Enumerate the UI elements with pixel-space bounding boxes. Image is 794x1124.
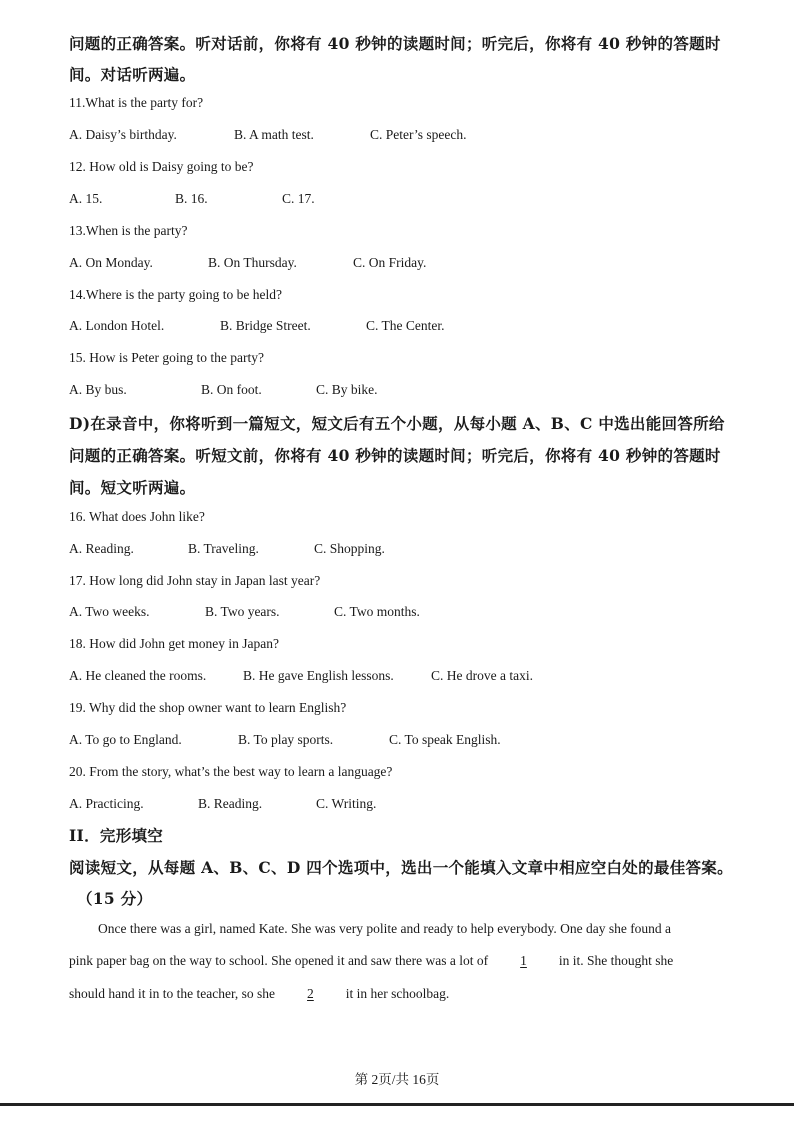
options-15 — [69, 382, 378, 398]
options-17 — [69, 604, 420, 620]
option-b: B. On Thursday. — [208, 255, 297, 270]
options-14 — [69, 318, 445, 334]
option-c: C. The Center. — [366, 318, 445, 333]
question-17: 17. How long did John stay in Japan last year? — [69, 573, 321, 588]
part-2-instruction: 阅读短文，从每题 A、B、C、D 四个选项中，选出一个能填入文章中相应空白处的最佳答案。 — [69, 858, 733, 877]
options-11 — [69, 127, 466, 143]
question-13: 13.When is the party? — [69, 223, 188, 238]
option-c: C. On Friday. — [353, 255, 427, 270]
option-b: B. He gave English lessons. — [243, 668, 394, 683]
passage-text: it in her schoolbag. — [345, 986, 450, 1001]
options-19 — [69, 732, 501, 748]
passage-line-1: Once there was a girl, named Kate. She was very polite and ready to help everybody. One day she found a — [98, 921, 672, 936]
question-12: 12. How old is Daisy going to be? — [69, 159, 254, 174]
option-a: A. Daisy’s birthday. — [69, 127, 177, 142]
question-19: 19. Why did the shop owner want to learn English? — [69, 700, 347, 715]
option-a: A. To go to England. — [69, 732, 182, 747]
blank-1: 1 — [520, 953, 527, 968]
question-11: 11.What is the party for? — [69, 95, 204, 110]
options-12 — [69, 191, 315, 207]
option-c: C. By bike. — [316, 382, 378, 397]
blank-2: 2 — [307, 986, 314, 1001]
question-14: 14.Where is the party going to be held? — [69, 287, 282, 302]
intro-line-2: 间。对话听两遍。 — [69, 65, 196, 84]
options-13 — [69, 255, 426, 271]
option-c: C. 17. — [282, 191, 315, 206]
option-c: C. Shopping. — [314, 541, 385, 556]
intro-line-1: 问题的正确答案。听对话前，你将有 40 秒钟的读题时间；听完后，你将有 40 秒钟的答题时 — [69, 34, 721, 53]
section-d-line-3: 间。短文听两遍。 — [69, 478, 196, 497]
option-c: C. Peter’s speech. — [370, 127, 467, 142]
question-20: 20. From the story, what’s the best way to learn a language? — [69, 764, 393, 779]
passage-text: should hand it in to the teacher, so she — [69, 986, 276, 1001]
option-b: B. Traveling. — [188, 541, 259, 556]
passage-line-2 — [69, 953, 719, 969]
option-a: A. On Monday. — [69, 255, 153, 270]
option-a: A. By bus. — [69, 382, 127, 397]
option-c: C. He drove a taxi. — [431, 668, 533, 683]
option-a: A. Practicing. — [69, 796, 144, 811]
question-16: 16. What does John like? — [69, 509, 205, 524]
option-a: A. 15. — [69, 191, 103, 206]
part-2-heading: II．完形填空 — [69, 826, 164, 845]
option-b: B. Bridge Street. — [220, 318, 311, 333]
passage-text: pink paper bag on the way to school. She opened it and saw there was a lot of — [69, 953, 489, 968]
option-c: C. To speak English. — [389, 732, 501, 747]
question-18: 18. How did John get money in Japan? — [69, 636, 279, 651]
option-c: C. Writing. — [316, 796, 377, 811]
options-18 — [69, 668, 533, 684]
option-b: B. Two years. — [205, 604, 280, 619]
option-a: A. Two weeks. — [69, 604, 150, 619]
passage-text: in it. She thought she — [558, 953, 674, 968]
option-a: A. Reading. — [69, 541, 134, 556]
option-b: B. On foot. — [201, 382, 262, 397]
options-20 — [69, 796, 376, 812]
option-b: B. Reading. — [198, 796, 263, 811]
option-a: A. London Hotel. — [69, 318, 165, 333]
passage-line-3 — [69, 986, 719, 1002]
bottom-rule — [0, 1103, 794, 1106]
option-b: B. 16. — [175, 191, 208, 206]
options-16 — [69, 541, 385, 557]
option-a: A. He cleaned the rooms. — [69, 668, 207, 683]
option-b: B. To play sports. — [238, 732, 334, 747]
option-b: B. A math test. — [234, 127, 314, 142]
section-d-line-2: 问题的正确答案。听短文前，你将有 40 秒钟的读题时间；听完后，你将有 40 秒钟的答题时 — [69, 446, 721, 465]
page-number: 第 2页/共 16页 — [354, 1072, 440, 1087]
section-d-line-1: D)在录音中，你将听到一篇短文，短文后有五个小题，从每小题 A、B、C 中选出能回答所给 — [69, 414, 725, 433]
part-2-score: （15 分） — [77, 889, 153, 908]
option-c: C. Two months. — [334, 604, 420, 619]
question-15: 15. How is Peter going to the party? — [69, 350, 264, 365]
